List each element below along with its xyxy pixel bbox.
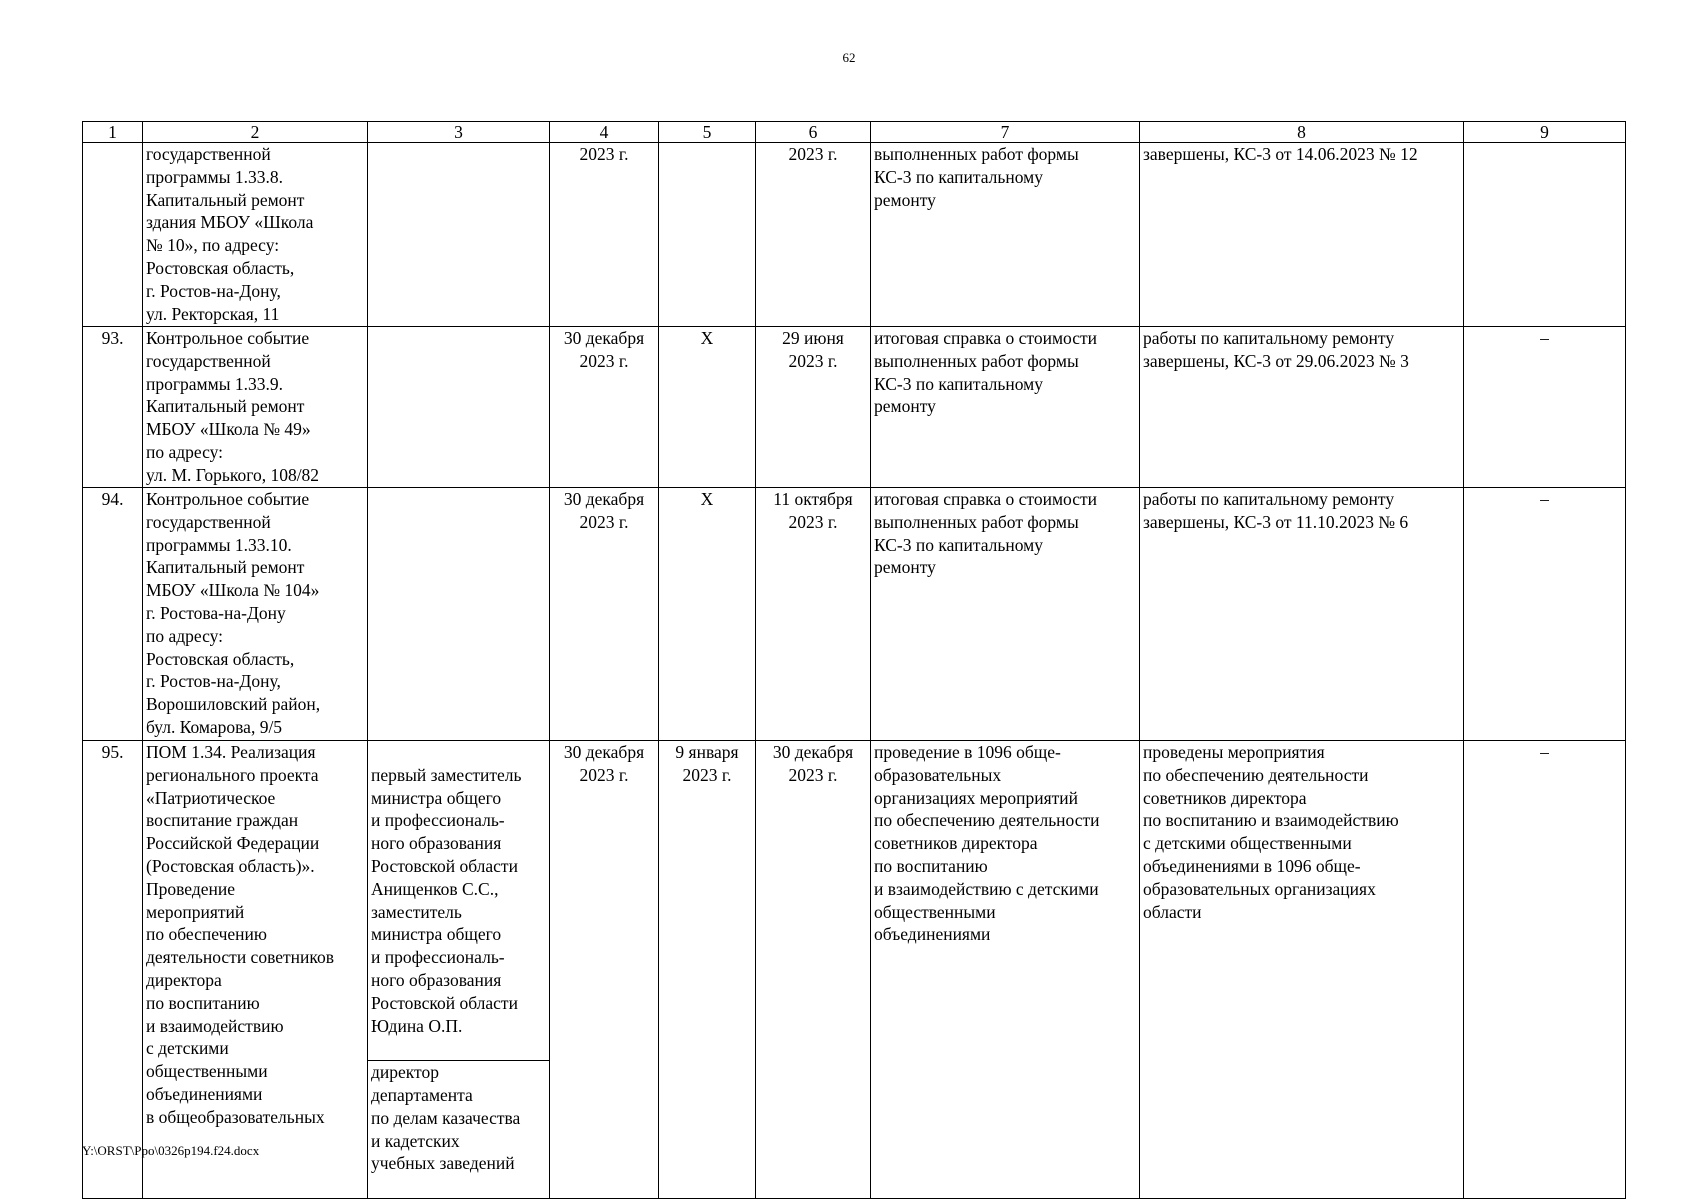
event-cell: государственной программы 1.33.8. Капитальный ремонт здания МБОУ «Школа № 10», по адресу: Ростовская область, г. Ростов-на-Дону, ул. Ректорская, 11 xyxy=(143,143,368,327)
document-cell: итоговая справка о стоимости выполненных работ формы КС-3 по капитальному ремонту xyxy=(871,327,1140,488)
event-cell: ПОМ 1.34. Реализация регионального проекта «Патриотическое воспитание граждан Российской Федерации (Ростовская область)». Проведение мероприятий по обеспечению деятельности советников директора по воспитанию и взаимодействию с детскими общественными объединениями в общеобразовательных xyxy=(143,741,368,1199)
result-cell: работы по капитальному ремонту завершены, КС-3 от 29.06.2023 № 3 xyxy=(1140,327,1464,488)
result-cell: работы по капитальному ремонту завершены, КС-3 от 11.10.2023 № 6 xyxy=(1140,488,1464,741)
header-cell: 8 xyxy=(1140,122,1464,143)
header-cell: 5 xyxy=(659,122,756,143)
plan-date-cell: 30 декабря 2023 г. xyxy=(550,327,659,488)
header-row xyxy=(83,122,1626,143)
header-cell: 4 xyxy=(550,122,659,143)
responsible-cell xyxy=(368,488,550,741)
row-number: 93. xyxy=(83,327,143,488)
header-cell: 6 xyxy=(756,122,871,143)
note-cell: – xyxy=(1464,741,1626,1199)
file-path-footer: Y:\ORST\Ppo\0326p194.f24.docx xyxy=(82,1143,260,1158)
note-cell: – xyxy=(1464,327,1626,488)
header-cell: 1 xyxy=(83,122,143,143)
table-row xyxy=(83,327,1626,488)
result-cell: проведены мероприятия по обеспечению деятельности советников директора по воспитанию и взаимодействию с детскими общественными объединениями в 1096 обще- образовательных организациях области xyxy=(1140,741,1464,1199)
fact-date-cell: 2023 г. xyxy=(756,143,871,327)
row-number: 95. xyxy=(83,741,143,1199)
fact-date-cell: 29 июня 2023 г. xyxy=(756,327,871,488)
responsible-cell xyxy=(368,327,550,488)
result-cell: завершены, КС-3 от 14.06.2023 № 12 xyxy=(1140,143,1464,327)
table-row xyxy=(83,741,1626,1199)
row-number: 94. xyxy=(83,488,143,741)
page-number: 62 xyxy=(842,50,856,65)
responsible-primary: первый заместитель министра общего и профессиональ- ного образования Ростовской области Анищенков С.С., заместитель министра общего и профессиональ- ного образования Ростовской области Юдина О.П. xyxy=(371,764,522,1036)
fact-date-cell: 11 октября 2023 г. xyxy=(756,488,871,741)
forecast-date-cell: Х xyxy=(659,488,756,741)
responsible-cell xyxy=(368,741,550,1199)
header-cell: 9 xyxy=(1464,122,1626,143)
events-table xyxy=(82,121,1626,1199)
document-cell: проведение в 1096 обще- образовательных организациях мероприятий по обеспечению деятельности советников директора по воспитанию и взаимодействию с детскими общественными объединениями xyxy=(871,741,1140,1199)
forecast-date-cell: Х xyxy=(659,327,756,488)
event-cell: Контрольное событие государственной программы 1.33.10. Капитальный ремонт МБОУ «Школа № 104» г. Ростова-на-Дону по адресу: Ростовская область, г. Ростов-на-Дону, Ворошиловский район, бул. Комарова, 9/5 xyxy=(143,488,368,741)
note-cell xyxy=(1464,143,1626,327)
table-row xyxy=(83,488,1626,741)
note-cell: – xyxy=(1464,488,1626,741)
plan-date-cell: 2023 г. xyxy=(550,143,659,327)
document-cell: итоговая справка о стоимости выполненных работ формы КС-3 по капитальному ремонту xyxy=(871,488,1140,741)
plan-date-cell: 30 декабря 2023 г. xyxy=(550,488,659,741)
forecast-date-cell: 9 января 2023 г. xyxy=(659,741,756,1199)
header-cell: 3 xyxy=(368,122,550,143)
event-cell: Контрольное событие государственной программы 1.33.9. Капитальный ремонт МБОУ «Школа № 49» по адресу: ул. М. Горького, 108/82 xyxy=(143,327,368,488)
fact-date-cell: 30 декабря 2023 г. xyxy=(756,741,871,1199)
document-cell: выполненных работ формы КС-3 по капитальному ремонту xyxy=(871,143,1140,327)
table-row xyxy=(83,143,1626,327)
plan-date-cell: 30 декабря 2023 г. xyxy=(550,741,659,1199)
responsible-cell xyxy=(368,143,550,327)
forecast-date-cell xyxy=(659,143,756,327)
header-cell: 2 xyxy=(143,122,368,143)
header-cell: 7 xyxy=(871,122,1140,143)
responsible-secondary: директор департамента по делам казачества и кадетских учебных заведений xyxy=(368,1060,549,1175)
row-number xyxy=(83,143,143,327)
